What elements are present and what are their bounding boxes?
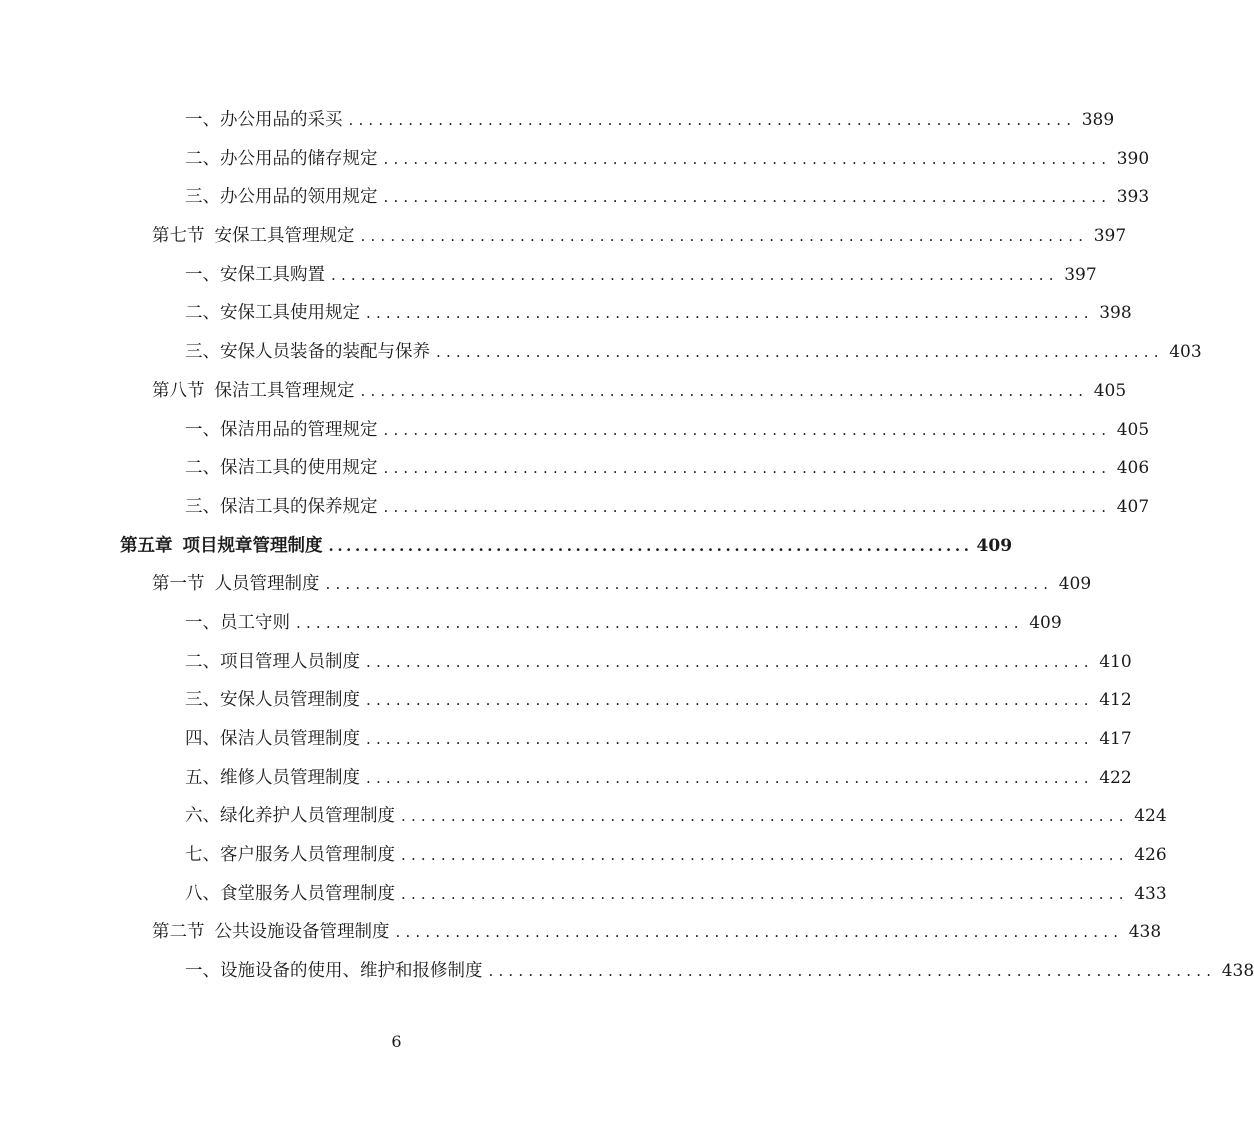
- toc-section-title: 安保工具管理规定: [214, 226, 355, 247]
- table-of-contents: [0, 101, 1254, 991]
- toc-entry-label: 三、安保人员管理制度: [185, 690, 360, 711]
- toc-entry-label: 六、绿化养护人员管理制度: [185, 806, 395, 827]
- toc-entry-page: 393: [1116, 187, 1150, 208]
- toc-leader-dots: .........................................................................: [401, 807, 1129, 826]
- toc-leader-dots: .........................................................................: [383, 188, 1112, 207]
- toc-entry[interactable]: [0, 720, 1132, 759]
- toc-chapter-number: 第五章: [120, 535, 173, 556]
- toc-section-entry[interactable]: [0, 372, 1127, 411]
- toc-entry-label: 一、办公用品的采买: [185, 110, 343, 130]
- toc-entry-page: 397: [1093, 226, 1127, 247]
- toc-entry-page: 409: [1029, 612, 1062, 633]
- toc-entry[interactable]: [0, 836, 1167, 875]
- toc-leader-dots: .........................................................................: [366, 730, 1094, 748]
- toc-entry-label: 一、员工守则: [185, 612, 290, 633]
- toc-entry[interactable]: [0, 411, 1150, 450]
- toc-entry[interactable]: [0, 643, 1132, 682]
- toc-entry[interactable]: [0, 759, 1132, 798]
- toc-entry-page: 412: [1099, 690, 1132, 711]
- toc-entry-label: 五、维修人员管理制度: [185, 767, 360, 788]
- toc-entry-label: 三、保洁工具的保养规定: [185, 496, 378, 517]
- toc-entry[interactable]: [0, 101, 1115, 140]
- toc-chapter-title: 项目规章管理制度: [182, 535, 323, 556]
- toc-entry-page: 405: [1116, 419, 1150, 440]
- toc-leader-dots: .........................................................................: [366, 768, 1094, 787]
- toc-leader-dots: .........................................................................: [348, 111, 1077, 129]
- toc-entry-label: 一、设施设备的使用、维护和报修制度: [185, 961, 483, 982]
- toc-entry[interactable]: [0, 488, 1150, 527]
- toc-entry-page: 389: [1081, 110, 1115, 130]
- toc-entry[interactable]: [0, 256, 1097, 295]
- toc-leader-dots: .........................................................................: [366, 652, 1094, 671]
- toc-section-entry[interactable]: [0, 217, 1127, 256]
- toc-entry[interactable]: [0, 875, 1167, 914]
- toc-entry[interactable]: [0, 178, 1150, 217]
- toc-entry-page: 403: [1169, 342, 1202, 363]
- toc-entry-page: 426: [1134, 845, 1167, 866]
- toc-entry-label: [152, 372, 355, 411]
- toc-entry-page: 407: [1116, 496, 1150, 517]
- toc-entry-page: 397: [1064, 264, 1097, 285]
- toc-entry[interactable]: [0, 604, 1062, 643]
- toc-leader-dots: .........................................................................: [401, 884, 1129, 903]
- toc-leader-dots: .........................................................................: [401, 846, 1129, 865]
- toc-entry-label: 二、保洁工具的使用规定: [185, 458, 378, 479]
- toc-leader-dots: .........................................................................: [296, 613, 1024, 632]
- toc-section-number: 第二节: [152, 922, 205, 943]
- toc-leader-dots: .........................................................................: [395, 923, 1124, 942]
- toc-section-number: 第七节: [152, 226, 205, 247]
- toc-entry[interactable]: [0, 333, 1202, 372]
- toc-entry-label: [152, 913, 390, 952]
- toc-entry-label: 二、安保工具使用规定: [185, 303, 360, 324]
- toc-entry-page: 398: [1099, 303, 1132, 324]
- toc-entry-label: 一、安保工具购置: [185, 264, 325, 285]
- toc-entry-page: 406: [1116, 458, 1150, 479]
- toc-leader-dots: .........................................................................: [360, 227, 1089, 246]
- toc-leader-dots: .........................................................................: [436, 343, 1164, 362]
- toc-entry-page: 438: [1221, 961, 1254, 982]
- toc-leader-dots: .........................................................................: [325, 575, 1054, 594]
- toc-section-entry[interactable]: [0, 913, 1162, 952]
- toc-entry-label: [152, 565, 320, 604]
- toc-entry-page: 409: [976, 535, 1013, 556]
- toc-section-title: 人员管理制度: [214, 574, 320, 595]
- toc-entry-page: 390: [1116, 148, 1150, 169]
- toc-entry[interactable]: [0, 449, 1150, 488]
- toc-entry-label: 八、食堂服务人员管理制度: [185, 883, 395, 904]
- toc-leader-dots: .........................................................................: [383, 497, 1112, 516]
- toc-entry-page: 409: [1058, 574, 1092, 595]
- toc-entry-page: 410: [1099, 651, 1132, 672]
- toc-leader-dots: .........................................................................: [383, 149, 1112, 168]
- toc-entry-page: 417: [1099, 729, 1132, 749]
- toc-entry-page: 433: [1134, 883, 1167, 904]
- toc-entry-label: 四、保洁人员管理制度: [185, 729, 360, 749]
- toc-entry-page: 405: [1093, 380, 1127, 401]
- toc-section-number: 第八节: [152, 380, 205, 401]
- toc-entry-label: 七、客户服务人员管理制度: [185, 845, 395, 866]
- toc-leader-dots: .........................................................................: [328, 536, 973, 555]
- toc-leader-dots: .........................................................................: [383, 420, 1112, 439]
- toc-entry-label: 二、项目管理人员制度: [185, 651, 360, 672]
- page-number: 6: [391, 1032, 402, 1051]
- toc-section-entry[interactable]: [0, 565, 1092, 604]
- toc-entry-label: [152, 217, 355, 256]
- toc-leader-dots: .........................................................................: [366, 304, 1094, 323]
- toc-entry-label: 一、保洁用品的管理规定: [185, 419, 378, 440]
- toc-entry-label: [120, 527, 323, 566]
- toc-entry[interactable]: [0, 797, 1167, 836]
- toc-chapter-entry[interactable]: [0, 527, 1013, 566]
- toc-section-title: 公共设施设备管理制度: [214, 922, 390, 943]
- toc-entry-page: 422: [1099, 767, 1132, 788]
- toc-entry-label: 三、办公用品的领用规定: [185, 187, 378, 208]
- toc-entry-label: 二、办公用品的储存规定: [185, 148, 378, 169]
- toc-entry[interactable]: [0, 681, 1132, 720]
- toc-section-number: 第一节: [152, 574, 205, 595]
- toc-leader-dots: .........................................................................: [488, 962, 1217, 981]
- toc-leader-dots: .........................................................................: [331, 265, 1059, 284]
- toc-entry[interactable]: [0, 952, 1254, 991]
- toc-entry-page: 438: [1128, 922, 1162, 943]
- toc-leader-dots: .........................................................................: [366, 691, 1094, 710]
- toc-section-title: 保洁工具管理规定: [214, 380, 355, 401]
- toc-entry[interactable]: [0, 294, 1132, 333]
- toc-leader-dots: .........................................................................: [360, 381, 1089, 400]
- toc-entry[interactable]: [0, 140, 1150, 179]
- toc-leader-dots: .........................................................................: [383, 459, 1112, 478]
- toc-entry-label: 三、安保人员装备的装配与保养: [185, 342, 430, 363]
- toc-entry-page: 424: [1134, 806, 1167, 827]
